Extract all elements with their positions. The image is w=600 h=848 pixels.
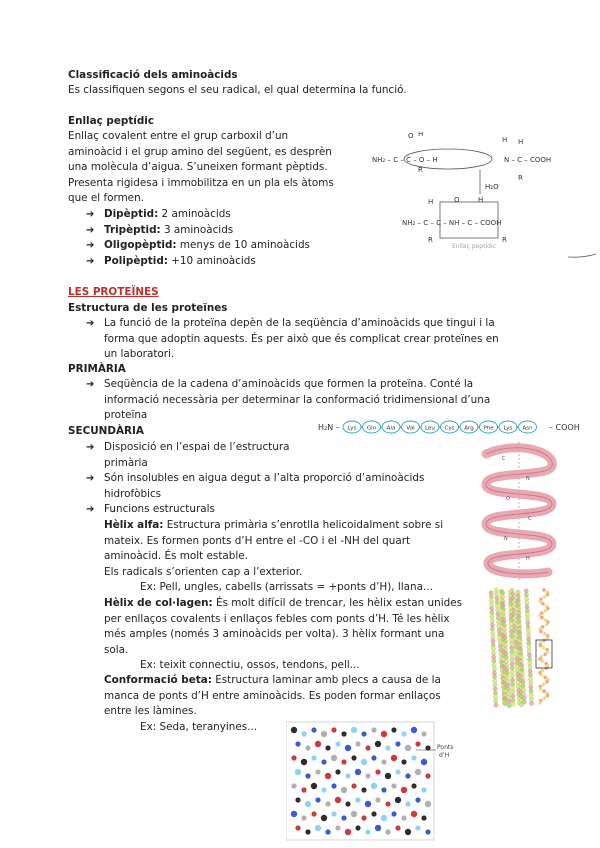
arrow-icon: ➔ [86, 473, 95, 484]
helix-colagen-line: per enllaços covalents i enllaços febles com ponts d’H. Té les hèlix [104, 612, 450, 625]
svg-text:C: C [502, 456, 506, 462]
residue-label: Ala [386, 425, 396, 432]
peptide-list [86, 207, 310, 269]
primaria-line: informació necessària per determinar la conformació tridimensional d’una [104, 393, 491, 406]
helix-alfa-line: mateix. Es formen ponts d’H entre el -CO i el -NH del quart [104, 534, 411, 547]
item-desc: menys de 10 aminoàcids [176, 239, 310, 251]
svg-text:N: N [526, 476, 530, 482]
water-label: H₂O [485, 183, 499, 191]
arrow-icon: ➔ [86, 209, 95, 220]
svg-text:O: O [506, 496, 510, 502]
peptide-bond-diagram [368, 132, 600, 260]
residue-label: Lys [503, 425, 513, 432]
helix-colagen-example: Ex: teixit connectiu, ossos, tendons, pell... [140, 659, 360, 671]
list-item [86, 254, 310, 270]
helix-colagen-line: sola. [104, 643, 129, 656]
list-item [86, 223, 310, 239]
chain-end: – COOH [549, 423, 580, 432]
diagram-label: Enllaç peptídic [452, 243, 496, 250]
secundaria-bullet [86, 440, 289, 471]
residue-label: Asn [522, 425, 533, 432]
beta-label: Ponts [437, 744, 454, 751]
sec-line: Són insolubles en aigua degut a l’alta proporció d’aminoàcids [104, 472, 425, 484]
svg-text:O: O [408, 132, 414, 140]
svg-text:H: H [478, 196, 484, 204]
sec-line: Funcions estructurals [104, 503, 215, 515]
svg-text:H: H [502, 136, 508, 144]
svg-text:C: C [528, 516, 532, 522]
residue-label: Val [406, 425, 415, 432]
list-item [86, 238, 310, 254]
secundaria-bullet [86, 502, 215, 518]
arrow-icon: ➔ [86, 379, 95, 390]
enllac-line: una molècula d’aigua. S’uneixen formant pèptids. [68, 161, 328, 173]
arrow-icon: ➔ [86, 224, 95, 236]
residue-label: Cys [444, 425, 455, 432]
secundaria-bullet [86, 471, 424, 502]
residue-label: Arg [464, 425, 474, 432]
svg-text:O: O [454, 196, 460, 204]
primaria-title: PRIMÀRIA [68, 363, 126, 375]
primaria-line: Seqüència de la cadena d’aminoàcids que formen la proteïna. Conté la [104, 378, 474, 390]
residue-label: Gln [366, 425, 377, 432]
helix-alfa-example: Ex: Pell, ungles, cabells (arrissats = +ponts d’H), llana... [140, 581, 433, 593]
beta-label: d’H [439, 752, 450, 759]
estructura-title: Estructura de les proteïnes [68, 302, 228, 314]
residue-label: Phe [483, 425, 494, 432]
arrow-icon: ➔ [86, 318, 95, 329]
helix-colagen-line: més amples (només 3 aminoàcids per volta). 3 hèlix formant una [104, 628, 445, 640]
helix-colagen-term: Hèlix de col·lagen: [104, 597, 213, 609]
svg-text:H: H [526, 556, 530, 562]
left-group: NH₂ – C – C – O – H [372, 156, 438, 164]
beta-line: Estructura laminar amb plecs a causa de la [211, 674, 441, 686]
svg-text:R: R [418, 166, 423, 174]
svg-text:H: H [518, 138, 524, 146]
margin-mark [568, 254, 596, 257]
primaria-line: proteïna [104, 409, 148, 421]
sec-line: hidrofòbics [104, 487, 162, 500]
secundaria-title: SECUNDÀRIA [68, 425, 144, 437]
arrow-icon: ➔ [86, 504, 95, 515]
residue-label: Leu [425, 425, 435, 432]
classificacio-text: Es classifiquen segons el seu radical, el qual determina la funció. [68, 84, 407, 96]
sec-line: Disposició en l’espai de l’estructura [104, 441, 290, 453]
helix-colagen-line: És molt difícil de trencar, les hèlix estan unides [212, 597, 463, 609]
arrow-icon: ➔ [86, 240, 95, 251]
enllac-line: aminoàcid i el grup amino del següent, es desprèn [68, 145, 332, 158]
item-term: Oligopèptid: [104, 239, 177, 251]
residue-label: Lys [347, 425, 357, 432]
beta-line: manca de ponts d’H entre aminoàcids. Es poden formar enllaços [104, 689, 441, 702]
estructura-line: un laboratori. [104, 348, 175, 360]
collagen-illustration [486, 586, 566, 710]
estructura-line: forma que adoptin aquests. És per això que és complicat crear proteïnes en [104, 332, 499, 345]
beta-term: Conformació beta: [104, 674, 212, 686]
bottom-chain: NH₂ – C – C – NH – C – COOH [402, 219, 502, 227]
svg-text:H: H [428, 198, 434, 206]
beta-example: Ex: Seda, teranyines... [140, 720, 258, 733]
item-desc: +10 aminoàcids [167, 254, 256, 267]
item-desc: 3 aminoàcids [160, 223, 234, 236]
item-term: Polipèptid: [104, 254, 168, 267]
primary-chain-diagram [318, 414, 588, 438]
beta-sheet-illustration [286, 718, 476, 844]
helix-alfa-block [104, 518, 443, 596]
estructura-bullet [86, 316, 499, 363]
svg-text:N: N [504, 536, 508, 542]
right-group: N – C – COOH [504, 156, 552, 164]
helix-alfa-line: aminoàcid. És molt estable. [104, 550, 248, 562]
sec-line: primària [104, 456, 148, 469]
beta-line: entre les làmines. [104, 705, 197, 717]
arrow-icon: ➔ [86, 442, 95, 453]
chain-start: H₂N – [318, 423, 340, 432]
helix-alfa-term: Hèlix alfa: [104, 519, 164, 531]
enllac-line: que el formen. [68, 192, 144, 204]
svg-text:R: R [502, 236, 507, 244]
classificacio-title: Classificació dels aminoàcids [68, 69, 238, 81]
list-item [86, 207, 310, 223]
item-term: Dipèptid: [104, 208, 159, 220]
helix-alfa-line: Estructura primària s’enrotlla helicoidalment sobre si [163, 519, 444, 531]
svg-text:R: R [428, 236, 433, 244]
helix-colagen-block [104, 596, 462, 674]
enllac-line: Presenta rigidesa i immobilitza en un pla els àtoms [68, 176, 334, 189]
helix-alfa-line: Els radicals s’orienten cap a l’exterior. [104, 565, 303, 578]
enllac-title: Enllaç peptídic [68, 115, 155, 127]
alpha-helix-illustration [478, 440, 560, 582]
enllac-paragraph [68, 129, 334, 207]
estructura-line: La funció de la proteïna depèn de la seqüència d’aminoàcids que tingui i la [104, 317, 495, 329]
svg-text:R: R [518, 174, 523, 182]
proteines-heading: LES PROTEÏNES [68, 286, 159, 298]
item-term: Tripèptid: [104, 223, 161, 236]
item-desc: 2 aminoàcids [158, 208, 231, 220]
enllac-line: Enllaç covalent entre el grup carboxil d’un [68, 130, 289, 142]
svg-text:H: H [418, 132, 424, 138]
arrow-icon: ➔ [86, 255, 95, 267]
